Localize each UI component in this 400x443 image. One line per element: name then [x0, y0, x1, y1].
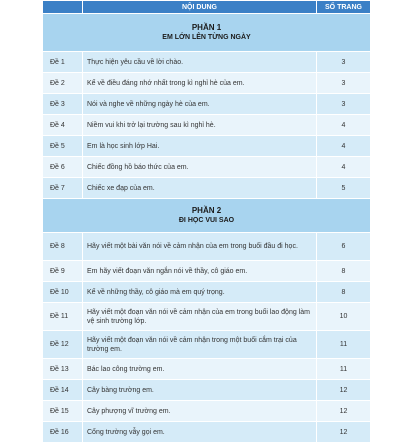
section-part: PHẦN 2 — [191, 205, 222, 215]
section-header — [43, 199, 371, 233]
item-title: Thực hiện yêu cầu về lời chào. — [83, 52, 317, 73]
item-title: Nói và nghe về những ngày hè của em. — [83, 94, 317, 115]
item-page: 4 — [317, 136, 371, 157]
item-title: Em là học sinh lớp Hai. — [83, 136, 317, 157]
item-page: 5 — [317, 178, 371, 199]
section-title-cell — [43, 199, 371, 233]
item-page: 11 — [317, 359, 371, 380]
item-page: 12 — [317, 401, 371, 422]
item-page: 8 — [317, 261, 371, 282]
list-item — [43, 380, 371, 401]
list-item — [43, 422, 371, 443]
list-item — [43, 136, 371, 157]
list-item — [43, 178, 371, 199]
item-page: 11 — [317, 331, 371, 359]
item-page: 4 — [317, 157, 371, 178]
item-number: Đề 5 — [43, 136, 83, 157]
item-number: Đề 16 — [43, 422, 83, 443]
item-title: Hãy viết một đoạn văn nói về cảm nhận trong một buổi cắm trại của trường em. — [83, 331, 317, 359]
item-title: Bác lao công trường em. — [83, 359, 317, 380]
list-item — [43, 261, 371, 282]
item-number: Đề 4 — [43, 115, 83, 136]
toc-body — [43, 14, 371, 443]
item-page: 10 — [317, 303, 371, 331]
item-number: Đề 6 — [43, 157, 83, 178]
item-title: Cây bàng trường em. — [83, 380, 317, 401]
item-number: Đề 2 — [43, 73, 83, 94]
item-page: 12 — [317, 380, 371, 401]
list-item — [43, 359, 371, 380]
item-number: Đề 14 — [43, 380, 83, 401]
list-item — [43, 282, 371, 303]
item-page: 3 — [317, 94, 371, 115]
section-name: EM LỚN LÊN TỪNG NGÀY — [162, 33, 251, 41]
item-title: Niềm vui khi trở lại trường sau kì nghỉ hè. — [83, 115, 317, 136]
item-number: Đề 1 — [43, 52, 83, 73]
item-number: Đề 9 — [43, 261, 83, 282]
header-blank — [43, 1, 83, 14]
header-content: NỘI DUNG — [83, 1, 317, 14]
item-page: 3 — [317, 52, 371, 73]
item-number: Đề 15 — [43, 401, 83, 422]
item-number: Đề 12 — [43, 331, 83, 359]
list-item — [43, 94, 371, 115]
item-number: Đề 7 — [43, 178, 83, 199]
item-title: Chiếc xe đạp của em. — [83, 178, 317, 199]
section-name: ĐI HỌC VUI SAO — [178, 216, 235, 224]
table-of-contents — [42, 0, 371, 443]
item-title: Hãy viết một đoạn văn nói về cảm nhận của em trong buổi lao động làm vệ sinh trường lớp. — [83, 303, 317, 331]
list-item — [43, 52, 371, 73]
item-page: 12 — [317, 422, 371, 443]
section-header — [43, 14, 371, 52]
item-title: Kể về những thầy, cô giáo mà em quý trọng. — [83, 282, 317, 303]
item-number: Đề 11 — [43, 303, 83, 331]
item-number: Đề 13 — [43, 359, 83, 380]
header-row — [43, 1, 371, 14]
item-number: Đề 8 — [43, 233, 83, 261]
item-title: Hãy viết một bài văn nói về cảm nhận của em trong buổi đầu đi học. — [83, 233, 317, 261]
list-item — [43, 303, 371, 331]
list-item — [43, 115, 371, 136]
item-page: 8 — [317, 282, 371, 303]
item-page: 4 — [317, 115, 371, 136]
item-title: Kể về điều đáng nhớ nhất trong kì nghỉ hè của em. — [83, 73, 317, 94]
item-number: Đề 10 — [43, 282, 83, 303]
header-pages: SỐ TRANG — [317, 1, 371, 14]
list-item — [43, 331, 371, 359]
list-item — [43, 401, 371, 422]
section-title-cell — [43, 14, 371, 52]
item-page: 3 — [317, 73, 371, 94]
list-item — [43, 73, 371, 94]
list-item — [43, 157, 371, 178]
item-title: Em hãy viết đoạn văn ngắn nói về thầy, cô giáo em. — [83, 261, 317, 282]
item-page: 6 — [317, 233, 371, 261]
item-title: Chiếc đồng hồ báo thức của em. — [83, 157, 317, 178]
list-item — [43, 233, 371, 261]
item-number: Đề 3 — [43, 94, 83, 115]
item-title: Cây phượng vĩ trường em. — [83, 401, 317, 422]
section-part: PHẦN 1 — [191, 22, 222, 32]
item-title: Cổng trường vẫy gọi em. — [83, 422, 317, 443]
